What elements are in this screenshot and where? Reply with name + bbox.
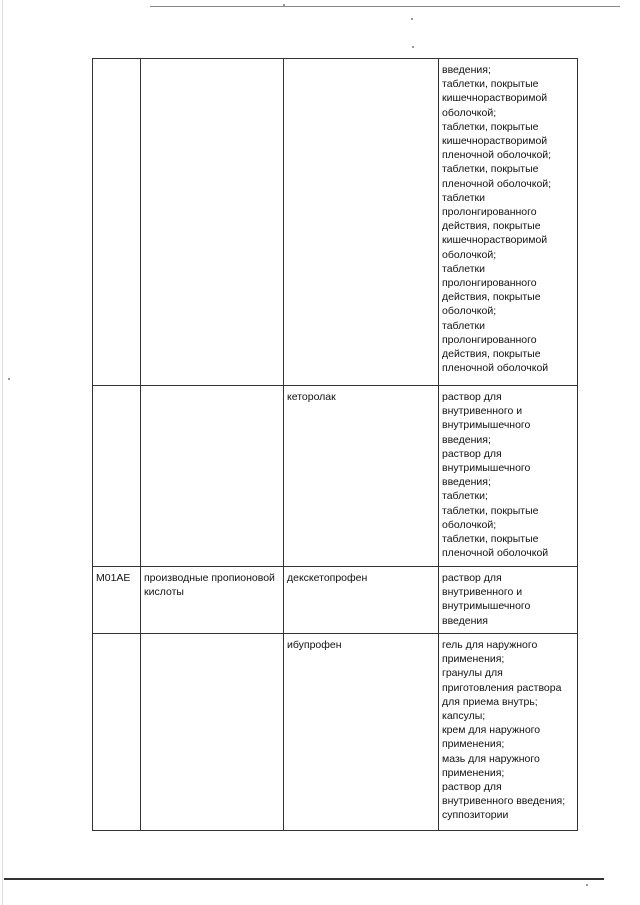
dosage-form-line: оболочкой; [442,305,497,318]
scan-dot [412,46,414,48]
dosage-form-line: раствор для [442,572,502,584]
top-scan-rule [150,6,620,7]
dosage-form-line: приготовления раствора [442,681,562,694]
dosage-form-line: применения; [442,766,505,779]
dosage-form-line: кишечнорастворимой [442,92,548,105]
dosage-form-line: введения [442,614,488,627]
dosage-form-line: таблетки, покрытые [442,504,539,517]
dosage-form-line: пленочной оболочкой; [442,149,552,162]
dosage-form-line: введения; [442,433,491,446]
dosage-form-line: крем для наружного [442,724,541,737]
dosage-form-line: капсулы; [442,710,486,723]
dosage-form-line: таблетки, покрытые [442,163,539,176]
dosage-form-line: пленочной оболочкой; [442,177,552,190]
dosage-form-line: мазь для наружного [442,752,540,765]
dosage-form-line: пролонгированного [442,277,537,290]
dosage-form-line: раствор для [442,391,502,403]
dosage-form-line: раствор для [442,447,502,460]
dosage-form-line: внутримышечного [442,462,531,475]
drug-name-cell: кеторолак [284,386,439,567]
atc-code-cell [93,634,141,831]
dosage-form-line: действия, покрытые [442,220,541,233]
drug-name-cell [284,59,439,386]
scan-dot [8,378,10,380]
dosage-form-line: внутримышечного [442,600,531,613]
dosage-form-line: таблетки, покрытые [442,78,539,91]
dosage-form-line: раствор для [442,781,502,794]
dosage-form-line: применения; [442,738,505,751]
dosage-form-line: действия, покрытые [442,291,541,304]
drug-name-cell: ибупрофен [284,634,439,831]
dosage-forms-cell [439,634,578,831]
dosage-form-line: оболочкой; [442,248,497,261]
dosage-form-line: пленочной оболочкой [442,547,549,560]
dosage-form-line: таблетки [442,319,485,332]
bottom-scan-rule [4,878,604,880]
dosage-form-line: пролонгированного [442,333,537,346]
dosage-form-line: для приема внутрь; [442,695,538,708]
dosage-form-line: внутривенного введения; [442,795,566,808]
dosage-form-line: внутримышечного [442,419,531,432]
dosage-form-line: применения; [442,653,505,666]
scan-dot [586,884,588,886]
dosage-forms-cell [439,567,578,634]
dosage-form-line: таблетки, покрытые [442,533,539,546]
page-left-edge [2,0,3,905]
group-cell: производные пропионовой кислоты [141,567,284,634]
dosage-form-line: суппозитории [442,809,509,822]
dosage-form-line: кишечнорастворимой [442,234,548,247]
dosage-form-line: гранулы для [442,667,503,680]
atc-code-cell [93,386,141,567]
table-row [93,634,578,831]
dosage-form-line: внутривенного и [442,586,523,599]
dosage-form-line: таблетки; [442,490,488,503]
scan-dot [283,4,285,6]
dosage-form-line: введения; [442,64,491,76]
group-cell [141,634,284,831]
atc-code-cell [93,59,141,386]
dosage-form-line: действия, покрытые [442,348,541,361]
dosage-form-line: оболочкой; [442,106,497,119]
scan-dot [411,18,413,20]
dosage-forms-cell [439,386,578,567]
drug-name-cell: декскетопрофен [284,567,439,634]
drug-table [92,58,578,831]
dosage-form-line: таблетки [442,191,485,204]
dosage-form-line: внутривенного и [442,405,523,418]
group-cell [141,59,284,386]
dosage-form-line: кишечнорастворимой [442,135,548,148]
atc-code-cell: M01AE [93,567,141,634]
dosage-form-line: пролонгированного [442,206,537,219]
dosage-form-line: пленочной оболочкой [442,362,549,375]
table-row [93,386,578,567]
dosage-form-line: таблетки [442,262,485,275]
dosage-form-line: оболочкой; [442,518,497,531]
dosage-form-line: таблетки, покрытые [442,120,539,133]
group-cell [141,386,284,567]
table-row [93,567,578,634]
table-row [93,59,578,386]
dosage-forms-cell [439,59,578,386]
dosage-form-line: гель для наружного [442,639,538,651]
dosage-form-line: введения; [442,476,491,489]
